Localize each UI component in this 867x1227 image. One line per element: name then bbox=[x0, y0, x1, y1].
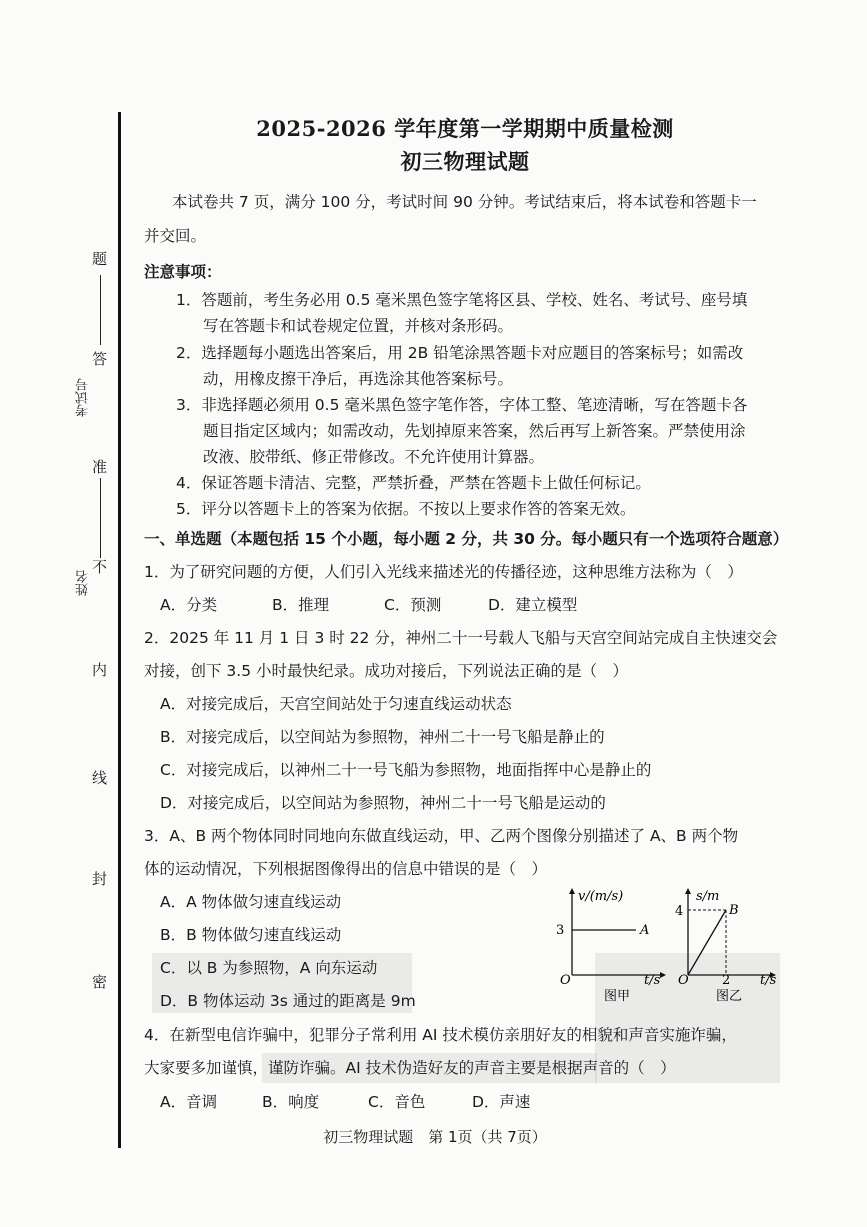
note-line: 写在答题卡和试卷规定位置，并核对条形码。 bbox=[203, 317, 514, 335]
question-stem: 大家要多加谨慎，谨防诈骗。AI 技术伪造好友的声音主要是根据声音的（ ） bbox=[144, 1059, 676, 1077]
page-footer: 初三物理试题 第 1页（共 7页） bbox=[323, 1128, 547, 1146]
note-line: 4．保证答题卡清洁、完整，严禁折叠，严禁在答题卡上做任何标记。 bbox=[176, 474, 651, 492]
option: D．建立模型 bbox=[488, 596, 578, 614]
page-title: 2025-2026 学年度第一学期期中质量检测 bbox=[256, 116, 674, 141]
binding-char: 封 bbox=[92, 870, 108, 888]
question-stem: 2．2025 年 11 月 1 日 3 时 22 分，神州二十一号载人飞船与天宫空间站完成自主快速交会 bbox=[144, 629, 778, 647]
intro-line: 并交回。 bbox=[144, 227, 207, 245]
option: C．音色 bbox=[368, 1093, 426, 1111]
note-line: 改液、胶带纸、修正带修改。不允许使用计算器。 bbox=[203, 448, 545, 466]
graph-yi-series-line bbox=[688, 910, 726, 975]
graph-jia-origin: O bbox=[560, 973, 571, 988]
binding-char: 不 bbox=[92, 558, 108, 576]
graph-yi-y-arrow bbox=[685, 888, 691, 894]
note-line: 1．答题前，考生务必用 0.5 毫米黑色签字笔将区县、学校、姓名、考试号、座号填 bbox=[176, 291, 748, 309]
question-stem: 1．为了研究问题的方便，人们引入光线来描述光的传播径迹，这种思维方法称为（ ） bbox=[144, 563, 743, 581]
question-stem: 体的运动情况，下列根据图像得出的信息中错误的是（ ） bbox=[144, 860, 548, 878]
page-subtitle: 初三物理试题 bbox=[400, 149, 530, 174]
option: D．声速 bbox=[472, 1093, 531, 1111]
exam-number-field: 考试号 bbox=[76, 378, 91, 417]
option: B．B 物体做匀速直线运动 bbox=[160, 926, 342, 944]
option: B．推理 bbox=[272, 596, 330, 614]
note-line: 题目指定区域内；如需改动，先划掉原来答案，然后再写上新答案。严禁使用涂 bbox=[203, 422, 746, 440]
graph-yi-caption: 图乙 bbox=[716, 989, 743, 1004]
note-line: 5．评分以答题卡上的答案为依据。不按以上要求作答的答案无效。 bbox=[176, 500, 636, 518]
option: D．B 物体运动 3s 通过的距离是 9m bbox=[160, 992, 416, 1010]
option: A．A 物体做匀速直线运动 bbox=[160, 893, 342, 911]
option: D．对接完成后，以空间站为参照物，神州二十一号飞船是运动的 bbox=[160, 794, 606, 812]
question-stem: 3．A、B 两个物体同时同地向东做直线运动，甲、乙两个图像分别描述了 A、B 两个物 bbox=[144, 827, 739, 845]
question-stem: 4．在新型电信诈骗中，犯罪分子常利用 AI 技术模仿亲朋好友的相貌和声音实施诈骗， bbox=[144, 1026, 737, 1044]
binding-char: 准 bbox=[92, 458, 108, 476]
graph-jia-series-label: A bbox=[640, 923, 650, 938]
graph-jia-y-arrow bbox=[569, 888, 575, 894]
note-line: 动，用橡皮擦干净后，再选涂其他答案标号。 bbox=[203, 370, 514, 388]
graph-jia-caption: 图甲 bbox=[604, 989, 631, 1004]
graph-yi-origin: O bbox=[678, 973, 689, 988]
note-line: 3．非选择题必须用 0.5 毫米黑色签字笔作答，字体工整、笔迹清晰，写在答题卡各 bbox=[176, 396, 748, 414]
binding-char: 题 bbox=[92, 250, 108, 268]
option: C．预测 bbox=[384, 596, 442, 614]
intro-line: 本试卷共 7 页，满分 100 分，考试时间 90 分钟。考试结束后，将本试卷和答题卡一 bbox=[172, 193, 757, 211]
section-heading: 一、单选题（本题包括 15 个小题，每小题 2 分，共 30 分。每小题只有一个选项符合题意） bbox=[144, 530, 789, 548]
option: A．对接完成后，天宫空间站处于匀速直线运动状态 bbox=[160, 695, 512, 713]
graph-yi-xlabel: t/s bbox=[760, 973, 777, 988]
option: B．对接完成后，以空间站为参照物，神州二十一号飞船是静止的 bbox=[160, 728, 605, 746]
graph-jia-x-arrow bbox=[660, 972, 666, 978]
option: B．响度 bbox=[262, 1093, 320, 1111]
binding-char: 密 bbox=[92, 973, 108, 991]
graph-yi-series-label: B bbox=[729, 903, 739, 918]
binding-char: 线 bbox=[92, 769, 108, 787]
notes-heading: 注意事项： bbox=[144, 263, 222, 281]
graph-jia bbox=[552, 880, 677, 1005]
graph-yi-xtick: 2 bbox=[722, 973, 731, 988]
graph-jia-ylabel: v/(m/s) bbox=[578, 889, 624, 904]
note-line: 2．选择题每小题选出答案后，用 2B 铅笔涂黑答题卡对应题目的答案标号；如需改 bbox=[176, 344, 744, 362]
graph-jia-xlabel: t/s bbox=[644, 973, 661, 988]
name-field: 姓名 bbox=[76, 570, 91, 596]
binding-char: 内 bbox=[92, 661, 108, 679]
option: C．对接完成后，以神州二十一号飞船为参照物，地面指挥中心是静止的 bbox=[160, 761, 652, 779]
binding-rule bbox=[100, 478, 101, 558]
option: C．以 B 为参照物，A 向东运动 bbox=[160, 959, 378, 977]
graph-jia-ytick: 3 bbox=[556, 923, 565, 938]
binding-line bbox=[118, 112, 121, 1148]
question-stem: 对接，创下 3.5 小时最快纪录。成功对接后，下列说法正确的是（ ） bbox=[144, 662, 629, 680]
binding-char: 答 bbox=[92, 350, 108, 368]
graph-yi bbox=[674, 880, 784, 1005]
option: A．音调 bbox=[160, 1093, 218, 1111]
binding-rule bbox=[100, 275, 101, 345]
graph-yi-ylabel: s/m bbox=[696, 889, 720, 904]
option: A．分类 bbox=[160, 596, 218, 614]
graph-yi-ytick: 4 bbox=[675, 904, 684, 919]
